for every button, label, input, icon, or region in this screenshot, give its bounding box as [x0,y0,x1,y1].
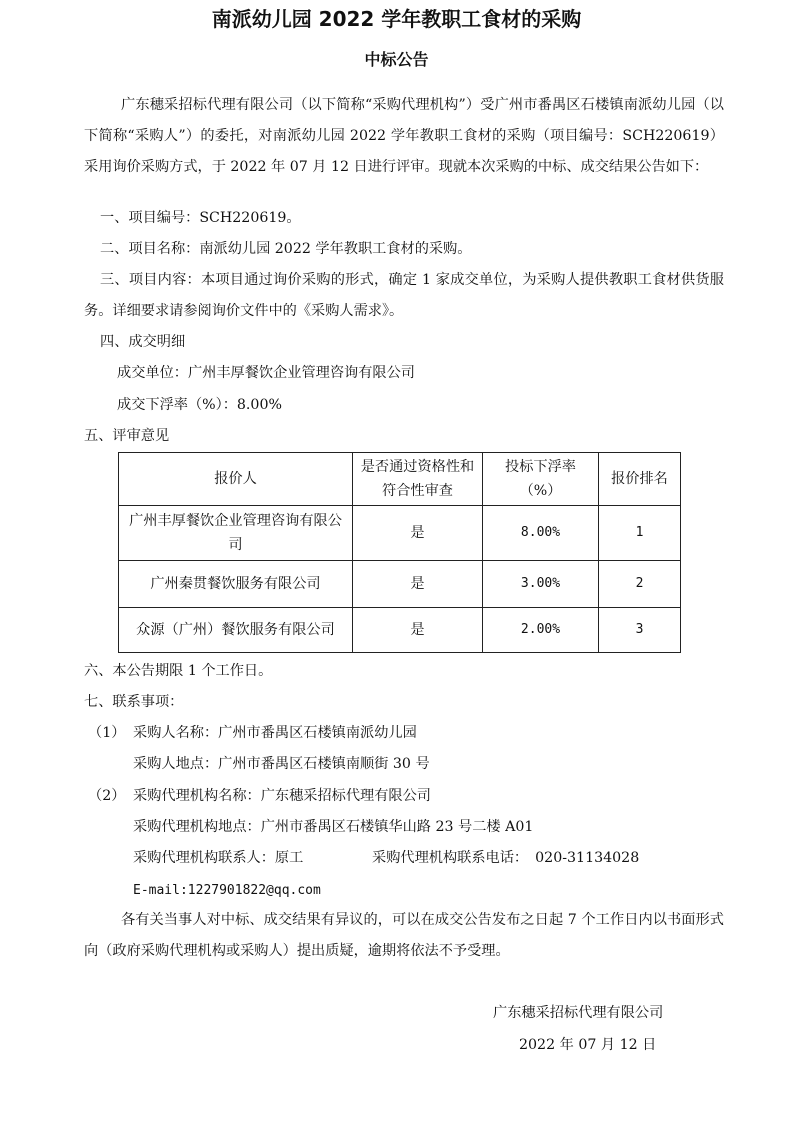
contact-one-number: （1） [88,725,126,741]
agency-contact-person: 采购代理机构联系人：原工 [133,850,304,866]
signature-date: 2022 年 07 月 12 日 [519,1037,657,1053]
review-heading: 五、评审意见 [84,428,170,444]
deal-details-heading: 四、成交明细 [100,334,186,350]
intro-paragraph: 广东穗采招标代理有限公司（以下简称“采购代理机构”）受广州市番禺区石楼镇南派幼儿园（以下简称“采购人”）的委托，对南派幼儿园 2022 学年教职工食材的采购（项目编号：SCH220619）采用询价采购方式，于 2022 年 07 月 12 日进行评审。现就本次采购的中标、成交结果公告如下： [84,97,724,175]
project-number-item: 一、项目编号：SCH220619。 [100,210,301,226]
qualification-cell: 是 [353,506,483,561]
qualification-cell: 是 [353,561,483,608]
header-qualification: 是否通过资格性和符合性审查 [353,453,483,506]
notice-period-item: 六、本公告期限 1 个工作日。 [84,663,273,679]
bidder-cell: 众源（广州）餐饮服务有限公司 [119,608,353,653]
contact-heading: 七、联系事项： [84,694,184,710]
document-subtitle: 中标公告 [364,50,429,69]
header-bidder: 报价人 [119,453,353,506]
header-rank: 报价排名 [599,453,681,506]
purchaser-address: 采购人地点：广州市番禺区石楼镇南顺街 30 号 [133,756,430,772]
table-header-row [119,453,681,506]
deal-rate: 成交下浮率（%）：8.00% [117,397,282,413]
project-name-item: 二、项目名称：南派幼儿园 2022 学年教职工食材的采购。 [100,241,472,257]
agency-name: 采购代理机构名称：广东穗采招标代理有限公司 [133,788,431,804]
agency-email: E-mail:1227901822@qq.com [133,883,321,898]
project-content-item: 三、项目内容：本项目通过询价采购的形式，确定 1 家成交单位，为采购人提供教职工食材供货服务。详细要求请参阅询价文件中的《采购人需求》。 [84,272,724,319]
rate-cell: 3.00% [483,561,599,608]
bidder-cell: 广州丰厚餐饮企业管理咨询有限公司 [119,506,353,561]
table-row [119,561,681,608]
rate-cell: 2.00% [483,608,599,653]
objection-paragraph: 各有关当事人对中标、成交结果有异议的，可以在成交公告发布之日起 7 个工作日内以书面形式向（政府采购代理机构或采购人）提出质疑，逾期将依法不予受理。 [84,912,724,959]
bidder-cell: 广州秦贯餐饮服务有限公司 [119,561,353,608]
qualification-cell: 是 [353,608,483,653]
review-table [118,452,681,653]
document-title: 南派幼儿园 2022 学年教职工食材的采购 [211,7,582,31]
rank-cell: 2 [599,561,681,608]
rank-cell: 3 [599,608,681,653]
deal-unit: 成交单位：广州丰厚餐饮企业管理咨询有限公司 [117,365,415,381]
rate-cell: 8.00% [483,506,599,561]
contact-two-number: （2） [88,788,126,804]
table-row [119,506,681,561]
header-rate: 投标下浮率（%） [483,453,599,506]
agency-phone: 采购代理机构联系电话： 020-31134028 [372,850,640,866]
agency-address: 采购代理机构地点：广州市番禺区石楼镇华山路 23 号二楼 A01 [133,819,534,835]
rank-cell: 1 [599,506,681,561]
signature-organization: 广东穗采招标代理有限公司 [493,1005,664,1021]
table-row [119,608,681,653]
purchaser-name: 采购人名称：广州市番禺区石楼镇南派幼儿园 [133,725,417,741]
